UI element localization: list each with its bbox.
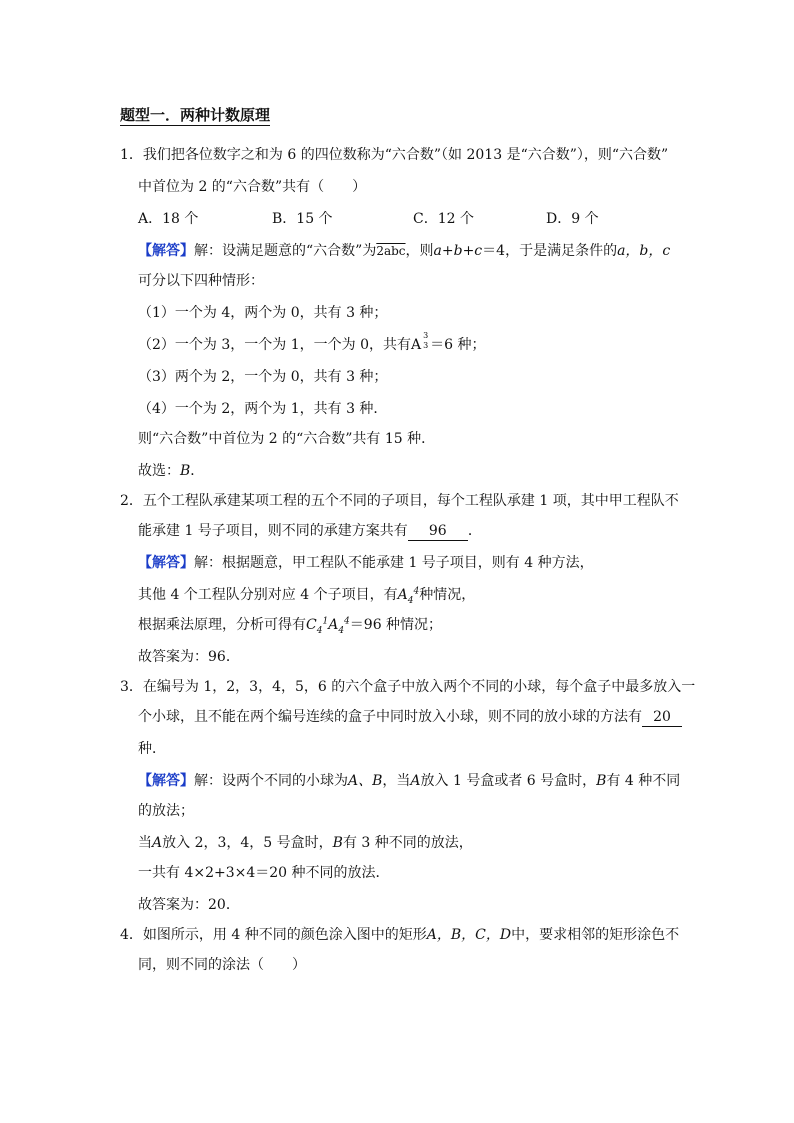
q1-stem-line1: [120, 146, 668, 164]
q1-case-1: （1）一个为 4，两个为 0，共有 3 种；: [138, 305, 388, 321]
q1-case-2-text2: ＝6 种；: [430, 337, 486, 353]
q2-number: 2．: [120, 493, 143, 509]
q2-answer-line1: 【解答】解：根据题意，甲工程队不能承建 1 号子项目，则有 4 种方法，: [138, 555, 594, 571]
q2-answer-tag: 【解答】: [138, 555, 194, 571]
q1-case-3: （3）两个为 2，一个为 0，共有 3 种；: [138, 369, 388, 385]
q4-number: 4．: [120, 927, 143, 943]
q1-case-2-arrangement: A 3 3: [410, 331, 429, 353]
q2-stem-text1: 五个工程队承建某项工程的五个不同的子项目，每个工程队承建 1 项，其中甲工程队不: [142, 493, 679, 509]
q1-answer-text2: ，则: [405, 243, 434, 259]
q1-option-c: C．12 个: [413, 211, 474, 227]
q1-answer-vars: a，b，c: [617, 243, 671, 259]
q1-case-4: （4）一个为 2，两个为 1，共有 3 种．: [138, 401, 388, 417]
section-title: 题型一．两种计数原理: [120, 106, 271, 124]
q3-answer-line2: 的放法；: [138, 803, 194, 819]
q1-answer-tag: 【解答】: [138, 243, 194, 259]
q2-arrangement-a44: $A_4^4$: [397, 586, 420, 606]
q2-arrangement-a44b: $A_4^4$: [328, 616, 350, 636]
q1-choice-letter: B: [180, 463, 191, 479]
q3-answer-line4: 一共有 4×2+3×4＝20 种不同的放法．: [138, 865, 390, 881]
q1-case-2: [138, 331, 486, 354]
q3-answer-line1: 【解答】解：设两个不同的小球为A、B，当A放入 1 号盒或者 6 号盒时，B有 4 种不同: [138, 773, 681, 789]
q1-answer-equation: a+b+c: [433, 243, 483, 259]
q2-answer-line2: 其他 4 个工程队分别对应 4 个子项目，有$A_4^4$种情况，: [138, 586, 476, 606]
q4-rect-vars: A，B，C，D: [426, 927, 512, 943]
q1-option-d: D．9 个: [546, 211, 599, 227]
q1-stem-line2: 中首位为 2 的“六合数”共有（ ）: [138, 179, 367, 195]
q2-combination-c41: $C_4^1$: [306, 616, 329, 636]
q2-stem-line1: [120, 492, 679, 510]
q1-overline-number: 2abc: [376, 244, 406, 258]
q3-answer-line3: 当A放入 2，3，4，5 号盒时，B有 3 种不同的放法，: [138, 835, 473, 851]
q1-answer-line2: 可分以下四种情形：: [138, 273, 264, 289]
q1-option-a: A．18 个: [138, 211, 199, 227]
q1-number: 1．: [120, 147, 143, 163]
q1-answer-text1: 解：设满足题意的“六合数”为: [194, 243, 377, 259]
q1-answer-line1: [138, 242, 670, 260]
q4-stem-line2: 同，则不同的涂法（ ）: [138, 957, 306, 973]
q1-choice: 故选：B．: [138, 463, 205, 479]
q1-conclusion: 则“六合数”中首位为 2 的“六合数”共有 15 种．: [138, 431, 436, 447]
q2-answer-final: 故答案为：96．: [138, 649, 240, 665]
q2-answer-blank: 96: [408, 522, 468, 541]
q1-case-2-text1: （2）一个为 3，一个为 1，一个为 0，共有: [138, 337, 411, 353]
q1-stem-text1: 我们把各位数字之和为 6 的四位数称为“六合数”（如 2013 是“六合数”），则“六合数”: [142, 147, 669, 163]
q2-stem-line2: 能承建 1 号子项目，则不同的承建方案共有 96 ．: [138, 523, 482, 539]
q4-stem-line1: 4．如图所示，用 4 种不同的颜色涂入图中的矩形A，B，C，D中，要求相邻的矩形涂色不: [120, 927, 680, 943]
q3-answer-blank: 20: [642, 708, 682, 727]
q3-answer-tag: 【解答】: [138, 773, 194, 789]
q3-answer-final: 故答案为：20．: [138, 897, 240, 913]
q1-option-b: B．15 个: [272, 211, 333, 227]
q3-stem-line2: 个小球，且不能在两个编号连续的盒子中同时放入小球，则不同的放小球的方法有 20: [138, 708, 682, 727]
q3-stem-line1: 3．在编号为 1，2，3，4，5，6 的六个盒子中放入两个不同的小球，每个盒子中最多放入一: [120, 679, 696, 695]
q1-answer-text3: ＝4，于是满足条件的: [482, 243, 618, 259]
q2-answer-line3: 根据乘法原理，分析可得有$C_4^1A_4^4=96$ 种情况；: [138, 616, 443, 636]
q3-number: 3．: [120, 679, 143, 695]
q3-stem-line3: 种．: [138, 741, 166, 757]
